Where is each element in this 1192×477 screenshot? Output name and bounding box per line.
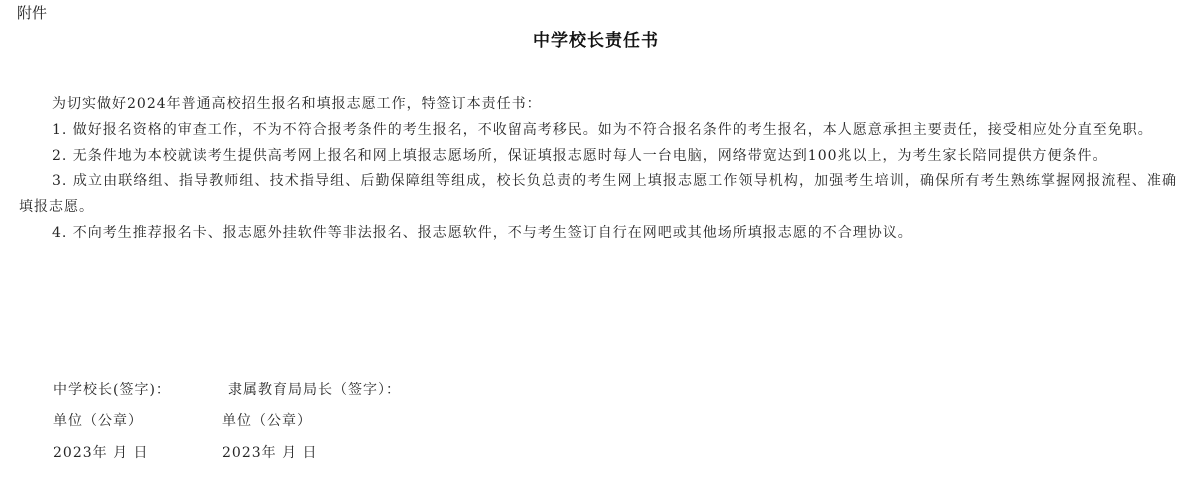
clause-2-paragraph: 2. 无条件地为本校就读考生提供高考网上报名和网上填报志愿场所，保证填报志愿时每人一台电脑，网络带宽达到100兆以上，为考生家长陪同提供方便条件。 — [52, 147, 1108, 164]
clause-3-paragraph: 3. 成立由联络组、指导教师组、技术指导组、后勤保障组等组成，校长负总责的考生网上填报志愿工作领导机构，加强考生培训，确保所有考生熟练掌握网报流程、准确填报志愿。 — [19, 173, 1177, 216]
bureau-date-label: 2023年 月 日 — [222, 445, 318, 461]
clause-4-paragraph: 4. 不向考生推荐报名卡、报志愿外挂软件等非法报名、报志愿软件，不与考生签订自行在网吧或其他场所填报志愿的不合理协议。 — [52, 224, 913, 241]
principal-signature-label: 中学校长(签字)： — [53, 382, 171, 398]
bureau-seal-label: 单位（公章） — [222, 413, 312, 429]
bureau-director-signature-label: 隶属教育局局长（签字）： — [228, 382, 401, 398]
attachment-label: 附件 — [17, 4, 48, 22]
clause-1-paragraph: 1. 做好报名资格的审查工作，不为不符合报考条件的考生报名，不收留高考移民。如为不符合报名条件的考生报名，本人愿意承担主要责任，接受相应处分直至免职。 — [52, 121, 1153, 138]
principal-date-label: 2023年 月 日 — [53, 445, 149, 461]
intro-paragraph: 为切实做好2024年普通高校招生报名和填报志愿工作，特签订本责任书： — [52, 96, 542, 112]
document-body — [19, 92, 1177, 247]
principal-seal-label: 单位（公章） — [53, 413, 143, 429]
document-title: 中学校长责任书 — [533, 31, 659, 51]
